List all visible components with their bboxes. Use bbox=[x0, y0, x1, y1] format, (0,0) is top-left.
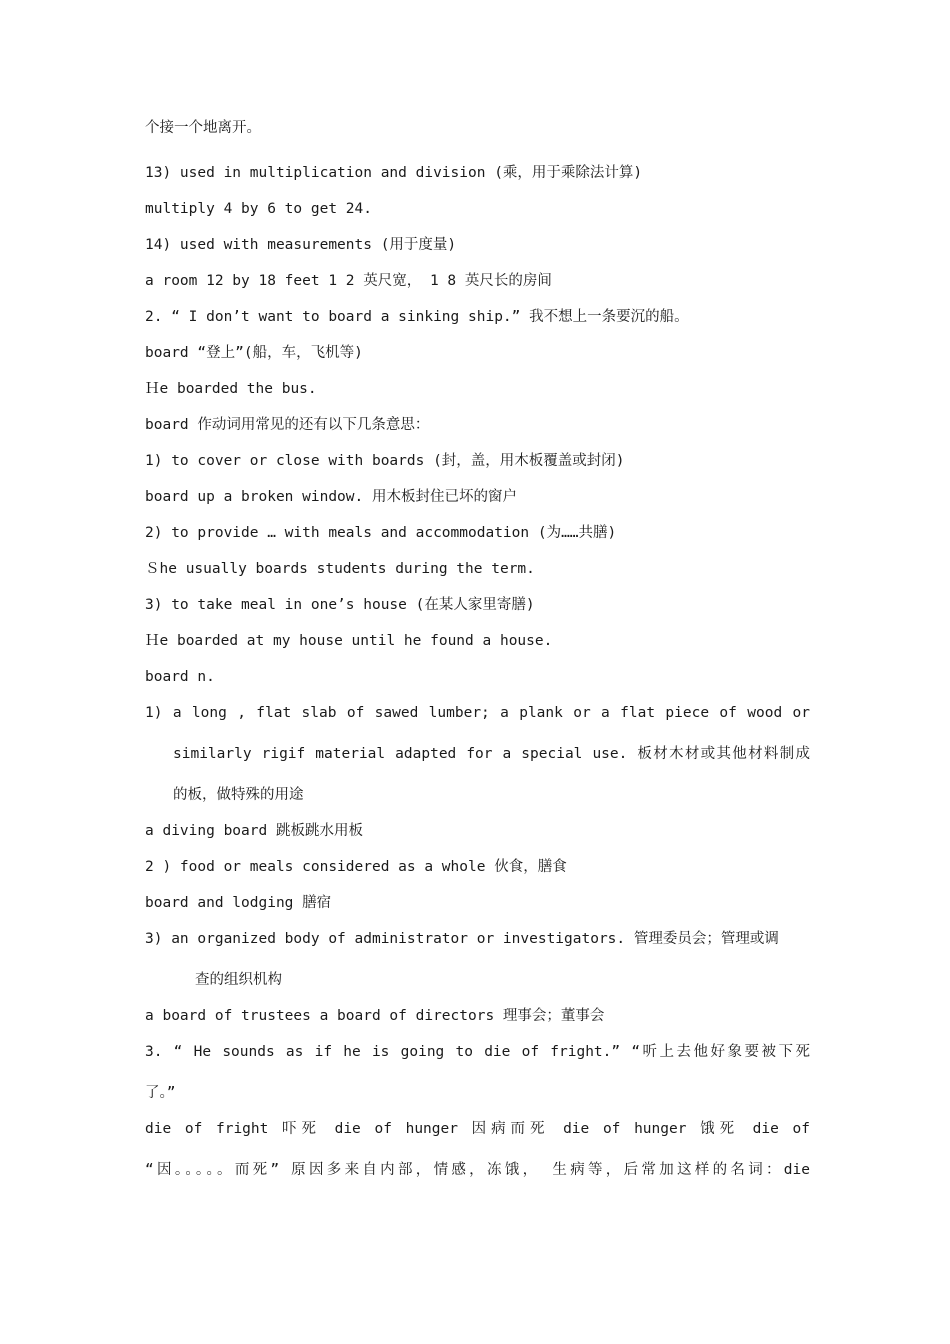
text-line: 3) an organized body of administrator or investigators. 管理委员会；管理或调 bbox=[145, 931, 779, 947]
text-line: board and lodging 膳宿 bbox=[145, 895, 332, 911]
text-line: Ｈe boarded the bus. bbox=[145, 381, 317, 397]
text-line: 1) to cover or close with boards (封，盖，用木板覆盖或封闭) bbox=[145, 453, 625, 469]
text-line: Ｈe boarded at my house until he found a house. bbox=[145, 633, 553, 649]
text-line: board 作动词用常见的还有以下几条意思： bbox=[145, 417, 430, 433]
text-line: Ｓhe usually boards students during the term. bbox=[145, 561, 535, 577]
text-line: 2) to provide … with meals and accommodation (为……共膳) bbox=[145, 525, 617, 541]
text-line: similarly rigif material adapted for a special use. 板材木材或其他材料制成 bbox=[173, 746, 810, 762]
text-line: a diving board 跳板跳水用板 bbox=[145, 823, 363, 839]
text-line: 13) used in multiplication and division (乘，用于乘除法计算) bbox=[145, 165, 643, 181]
text-line: board “登上”(船，车，飞机等) bbox=[145, 345, 363, 361]
text-line: 了。” bbox=[145, 1085, 176, 1101]
text-line: 1) a long , flat slab of sawed lumber; a plank or a flat piece of wood or bbox=[145, 705, 810, 721]
text-line: multiply 4 by 6 to get 24. bbox=[145, 201, 372, 217]
text-line: board up a broken window. 用木板封住已坏的窗户 bbox=[145, 489, 517, 505]
text-line: 个接一个地离开。 bbox=[145, 120, 261, 136]
text-line: 3) to take meal in one’s house (在某人家里寄膳) bbox=[145, 597, 535, 613]
text-line: “因。。。。。而死” 原因多来自内部，情感，冻饿， 生病等，后常加这样的名词：die bbox=[145, 1162, 810, 1178]
text-line: a room 12 by 18 feet 1 2 英尺宽， 1 8 英尺长的房间 bbox=[145, 273, 552, 289]
text-line: 查的组织机构 bbox=[195, 972, 282, 988]
text-line: 2. “ I don’t want to board a sinking ship.” 我不想上一条要沉的船。 bbox=[145, 309, 689, 325]
text-line: 2 ) food or meals considered as a whole 伙食，膳食 bbox=[145, 859, 567, 875]
text-line: 14) used with measurements (用于度量) bbox=[145, 237, 457, 253]
text-line: 3. “ He sounds as if he is going to die of fright.” “听上去他好象要被下死 bbox=[145, 1044, 810, 1060]
text-line: die of fright 吓死 die of hunger 因病而死 die of hunger 饿死 die of bbox=[145, 1121, 810, 1137]
text-line: a board of trustees a board of directors 理事会；董事会 bbox=[145, 1008, 605, 1024]
text-line: 的板，做特殊的用途 bbox=[173, 787, 304, 803]
text-line: board n. bbox=[145, 669, 215, 685]
